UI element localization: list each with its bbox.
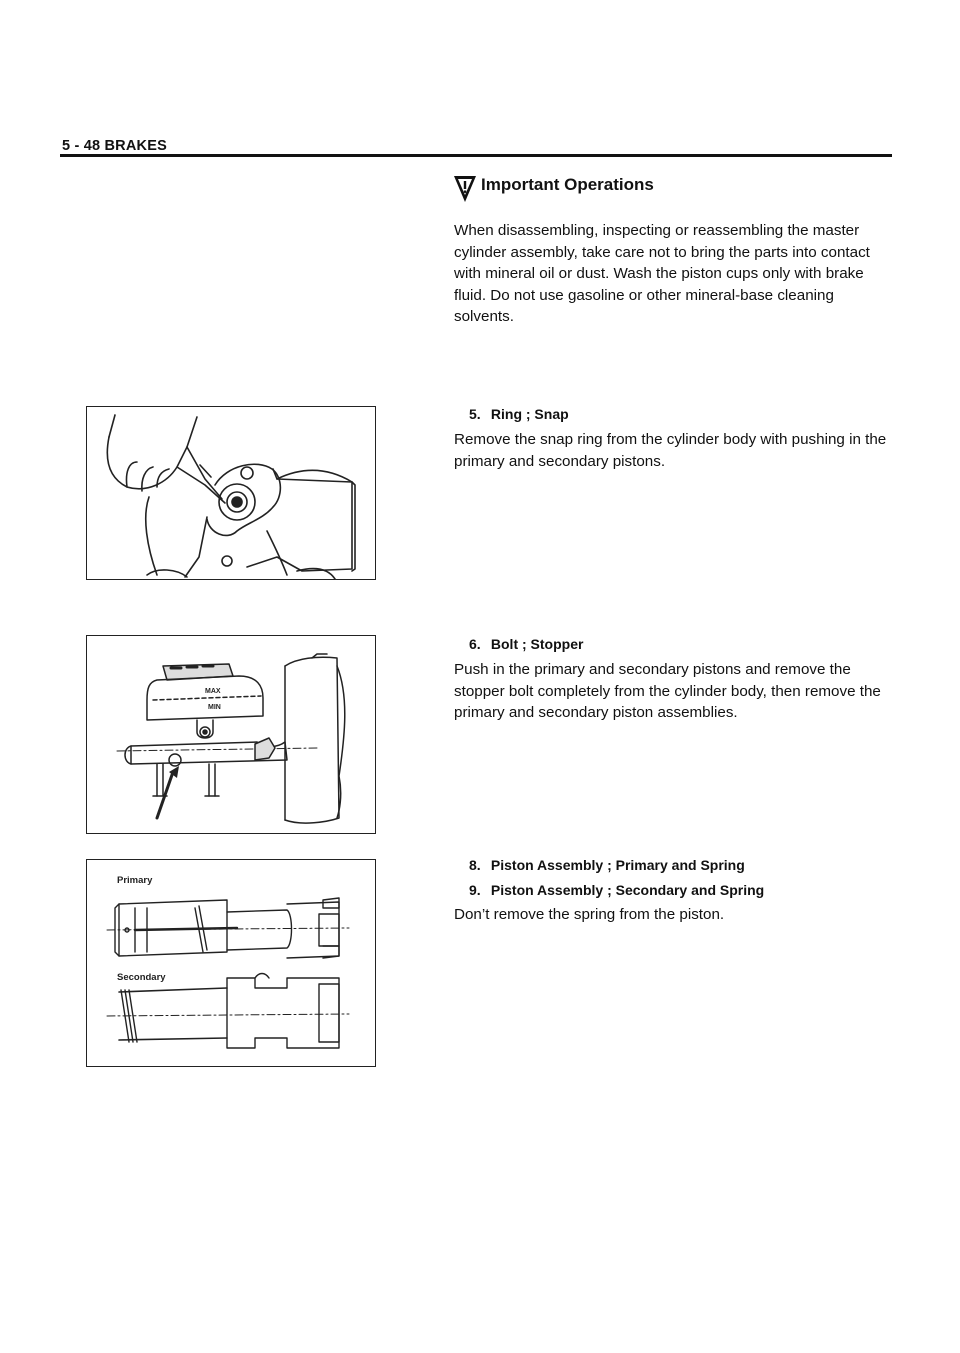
step-8-number: 8.: [469, 857, 481, 873]
step-5-title: [469, 406, 569, 422]
step-9-title-text: Piston Assembly ; Secondary and Spring: [490, 882, 765, 898]
header-rule: [60, 154, 892, 157]
step-9-number: 9.: [469, 882, 481, 898]
figure-piston-assemblies: [86, 859, 376, 1067]
step-9-title: [469, 882, 764, 898]
step-5-text: Remove the snap ring from the cylinder body with pushing in the primary and secondary pistons.: [454, 431, 887, 470]
figure-snap-ring-removal: [86, 406, 376, 580]
primary-piston-label: Primary: [117, 875, 153, 886]
piston-assemblies-illustration: [87, 860, 375, 1066]
step-6-text: Push in the primary and secondary pistons and remove the stopper bolt completely from the cylinder body, then remove the primary and secondary piston assemblies.: [454, 661, 881, 721]
caution-triangle-icon: [453, 174, 477, 204]
step-6-number: 6.: [469, 636, 481, 652]
step-9-text: Don’t remove the spring from the piston.: [454, 906, 725, 923]
step-5-title-text: Ring ; Snap: [490, 406, 569, 422]
master-cylinder-illustration: [87, 636, 375, 833]
important-operations-title: Important Operations: [481, 175, 654, 194]
secondary-piston-label: Secondary: [117, 972, 166, 983]
figure-stopper-bolt: [86, 635, 376, 834]
max-line-label: MAX: [205, 688, 221, 695]
step-8-title-text: Piston Assembly ; Primary and Spring: [490, 857, 745, 873]
important-operations-text: When disassembling, inspecting or reassembling the master cylinder assembly, take care not to bring the parts into contact with mineral oil or dust. Wash the piston cups only with brake fluid. Do not use gasoline or other mineral-base cleaning solvents.: [454, 222, 870, 325]
step-6-title-text: Bolt ; Stopper: [490, 636, 584, 652]
snap-ring-illustration: [87, 407, 375, 579]
step-5-number: 5.: [469, 406, 481, 422]
min-line-label: MIN: [208, 704, 221, 711]
step-6-title: [469, 636, 583, 652]
step-8-title: [469, 857, 745, 873]
page-header-title: 5 - 48 BRAKES: [62, 138, 167, 154]
